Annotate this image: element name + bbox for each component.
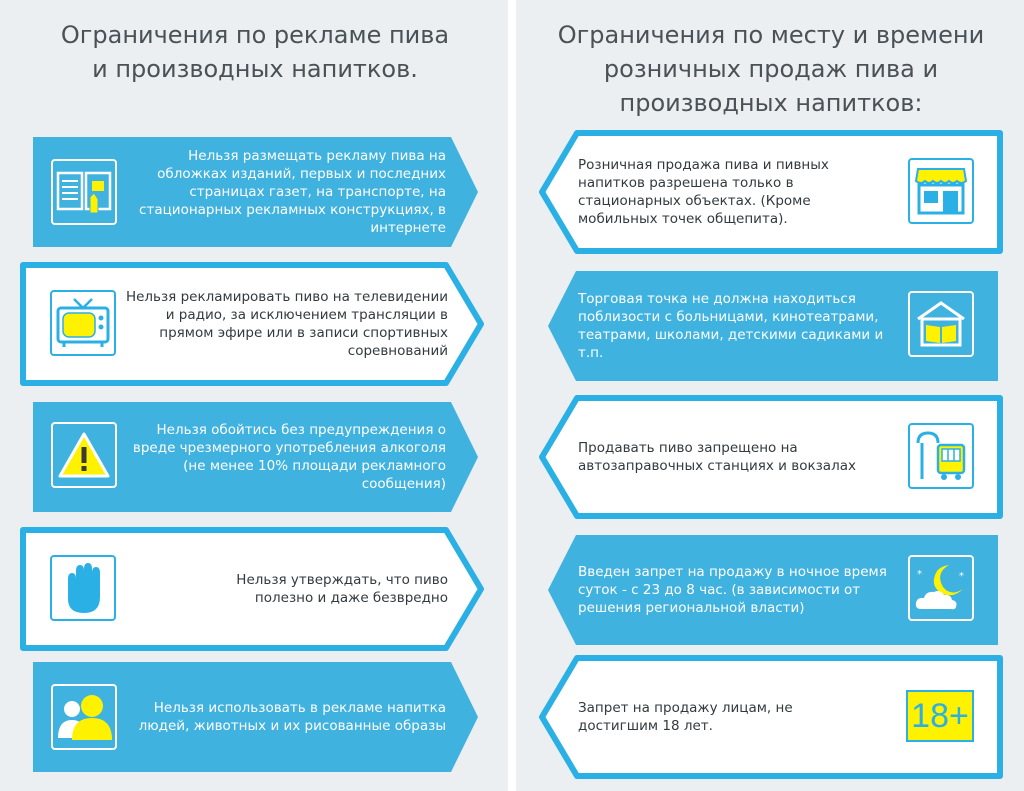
right-title-line3: производных напитков:	[619, 89, 923, 117]
sales-restriction-card-2	[548, 271, 998, 381]
ad-restriction-card-1	[33, 137, 478, 247]
newspaper-icon	[51, 159, 117, 225]
sales-restriction-card-1	[538, 130, 1003, 254]
left-title-line1: Ограничения по рекламе пива	[60, 21, 450, 49]
sales-restriction-text-1: Розничная продажа пива и пивных напитков разрешена только в стационарных объектах. (Кроме мобильных точек общепита).	[578, 157, 829, 227]
gas-station-icon	[908, 423, 974, 489]
ad-restriction-card-4	[20, 527, 485, 651]
hand-icon	[50, 555, 116, 621]
sales-restriction-text-5: Запрет на продажу лицам, не достигшим 18 лет.	[578, 700, 793, 734]
right-panel	[516, 0, 1024, 791]
right-title	[556, 18, 986, 120]
ad-restriction-text-5: Нельзя использовать в рекламе напитка людей, животных и их рисованные образы	[138, 700, 446, 734]
ad-restriction-card-2	[20, 262, 485, 386]
right-title-line1: Ограничения по месту и времени	[557, 21, 985, 49]
left-title-line2: и производных напитков.	[92, 55, 418, 83]
warning-icon	[51, 422, 117, 488]
ad-restriction-text-1: Нельзя размещать рекламу пива на обложках изданий, первых и последних страницах газет, на транспорте, на стационарных рекламных конструкциях, в интернете	[139, 148, 446, 236]
age-18-icon: 18+	[906, 690, 974, 742]
sales-restriction-text-3: Продавать пиво запрещено на автозаправочных станциях и вокзалах	[578, 440, 856, 474]
left-title	[20, 18, 490, 86]
night-icon	[908, 555, 974, 621]
shop-icon	[908, 158, 974, 224]
ad-restriction-text-3: Нельзя обойтись без предупреждения о вреде чрезмерного употребления алкоголя (не менее 10% площади рекламного сообщения)	[132, 422, 446, 492]
ad-restriction-card-3	[33, 402, 478, 512]
left-panel	[0, 0, 508, 791]
people-icon	[51, 684, 117, 750]
right-title-line2: розничных продаж пива и	[603, 55, 939, 83]
sales-restriction-text-4: Введен запрет на продажу в ночное время суток - с 23 до 8 час. (в зависимости от решения региональной власти)	[578, 564, 887, 616]
ad-restriction-text-2: Нельзя рекламировать пиво на телевидении и радио, за исключением трансляции в прямом эфире или в записи спортивных соревнований	[125, 289, 448, 359]
sales-restriction-card-3	[538, 395, 1003, 519]
tv-icon	[50, 290, 116, 356]
ad-restriction-card-5	[33, 662, 478, 772]
svg-text:*: *	[959, 571, 964, 582]
sales-restriction-text-2: Торговая точка не должна находиться поблизости с больницами, кинотеатрами, театрами, школами, детскими садиками и т.п.	[578, 291, 884, 361]
school-icon	[908, 291, 974, 357]
sales-restriction-card-5	[538, 655, 1003, 779]
sales-restriction-card-4	[548, 535, 998, 645]
ad-restriction-text-4: Нельзя утверждать, что пиво полезно и даже безвредно	[236, 572, 448, 606]
svg-text:*: *	[917, 569, 922, 580]
